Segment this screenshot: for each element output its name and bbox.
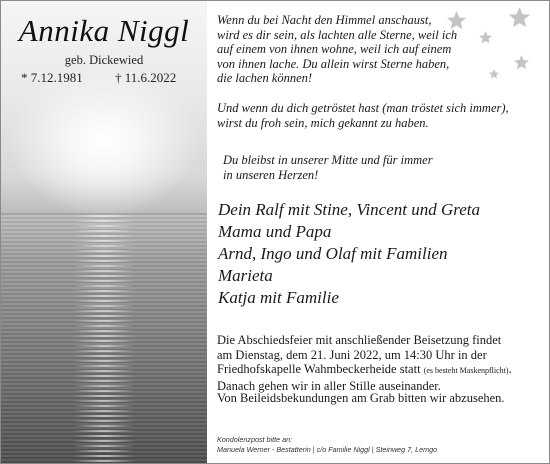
mourners-list bbox=[218, 199, 538, 309]
poem-line: die lachen können! bbox=[217, 71, 313, 86]
service-line bbox=[217, 362, 547, 379]
remain-line: Du bleibst in unserer Mitte und für immer bbox=[223, 153, 433, 167]
mourner-entry: Dein Ralf mit Stine, Vincent und Greta bbox=[218, 200, 481, 219]
remain-text bbox=[223, 153, 523, 182]
born-name: geb. Dickewied bbox=[64, 53, 144, 67]
poem-line: Wenn du bei Nacht den Himmel anschaust, bbox=[217, 13, 432, 27]
mourner-entry: Marieta bbox=[218, 266, 273, 285]
consolation-line: Und wenn du dich getröstet hast (man tröstet sich immer), bbox=[217, 101, 509, 115]
consolation-line: wirst du froh sein, mich gekannt zu haben. bbox=[217, 115, 429, 130]
poem-line: auf einem von ihnen wohne, weil ich auf einem bbox=[217, 42, 452, 57]
star-icon bbox=[479, 31, 492, 44]
mourner-entry: Mama und Papa bbox=[218, 222, 332, 241]
deceased-name: Annika Niggl bbox=[18, 13, 190, 48]
service-location: Friedhofskapelle Wahmbeckerheide statt bbox=[217, 362, 421, 377]
star-icon bbox=[447, 11, 466, 30]
sunset-sea-photo bbox=[1, 1, 207, 463]
service-line: Die Abschiedsfeier mit anschließender Beisetzung findet bbox=[217, 333, 502, 347]
birth-date: * 7.12.1981 bbox=[21, 70, 83, 85]
star-icon bbox=[489, 69, 499, 79]
mourner-entry: Katja mit Familie bbox=[218, 288, 339, 307]
service-line: Danach gehen wir in aller Stille auseinander. bbox=[217, 379, 441, 394]
mourner-entry: Arnd, Ingo und Olaf mit Familien bbox=[218, 244, 448, 263]
service-line-end: . bbox=[508, 362, 512, 377]
funeral-service-info bbox=[217, 333, 547, 394]
star-icon bbox=[514, 55, 529, 70]
sun-reflection bbox=[73, 215, 135, 463]
star-icon bbox=[509, 7, 530, 28]
death-date: † 11.6.2022 bbox=[115, 70, 177, 85]
poem-line: von ihnen lache. Du allein wirst Sterne haben, bbox=[217, 56, 450, 71]
service-line: am Dienstag, dem 21. Juni 2022, um 14:30 Uhr in der bbox=[217, 347, 487, 362]
consolation-text bbox=[217, 101, 537, 130]
post-address: Manuela Werner - Bestatterin | c/o Familie Niggl | Steinweg 7, Lemgo bbox=[217, 445, 438, 454]
condolence-post-address bbox=[217, 435, 547, 455]
mask-requirement-note: (es besteht Maskenpflicht) bbox=[423, 366, 509, 376]
poem-line: wird es dir sein, als lachten alle Sterne, weil ich bbox=[217, 27, 458, 42]
condolences-request: Von Beileidsbekundungen am Grab bitten wir abzusehen. bbox=[217, 391, 505, 405]
post-heading: Kondolenzpost bitte an: bbox=[217, 435, 293, 444]
remain-line: in unseren Herzen! bbox=[223, 167, 319, 182]
